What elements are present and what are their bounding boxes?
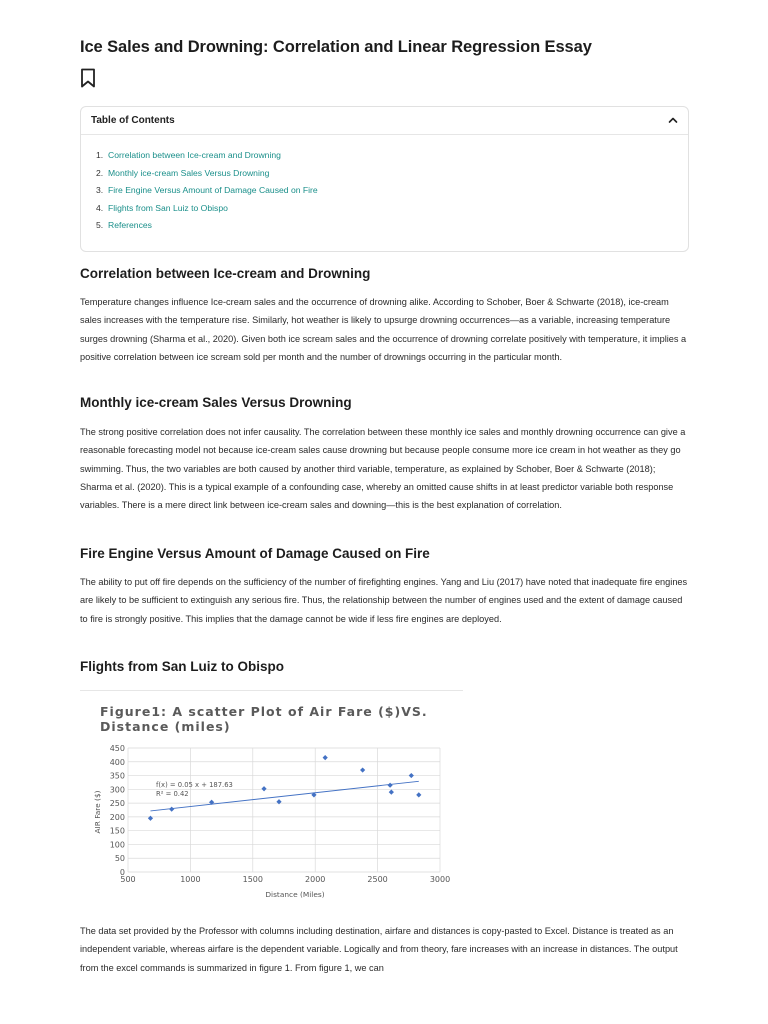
toc-item: 5. References [96, 220, 152, 230]
section-heading-fire-engine: Fire Engine Versus Amount of Damage Caused on Fire [80, 546, 430, 561]
data-point [261, 786, 266, 791]
y-tick-label: 250 [109, 799, 125, 809]
section-text-monthly-sales: The strong positive correlation does not infer causality. The correlation between these monthly ice sales and monthly drowning occurrence can give a reasonable forecasting model not because ice-cream sales cause drowning but because people consume more ice cream in hot weather as they go swimming. Thus, the two variables are both caused by another third variable, temperature, as explained by Schober, Boer & Schwarte (2018); Sharma et al. (2020). This is a typical example of a confounding case, whereby an omitted cause shifts in at least predictor variable both response variables. There is a mere direct link between ice-cream sales and downing—this is the best explanation of correlation. [80, 427, 686, 511]
toc-list [96, 149, 318, 237]
chart-ticks [110, 744, 450, 884]
chevron-up-icon[interactable] [668, 116, 678, 124]
x-tick-label: 500 [120, 875, 136, 884]
section-text-correlation: Temperature changes influence Ice-cream sales and the occurrence of drowning alike. According to Schober, Boer & Schwarte (2018), ice-cream sales increases with the temperature rise. Similarly, hot weather is likely to upsurge drowning occurrences—as a variable, increasing temperature surges drowning (Sharma et al., 2020). Given both ice scream sales and the occurrence of drowning correlate positively with temperature, it implies a positive correlation between ice scream sold per month and the number of drownings occurring in the particular month. [80, 297, 687, 362]
y-tick-label: 100 [109, 840, 125, 850]
y-axis-label: AIR Fare ($) [93, 790, 102, 834]
table-of-contents [80, 106, 689, 252]
chart-title-line2: Distance (miles) [100, 719, 231, 734]
section-heading-monthly-sales: Monthly ice-cream Sales Versus Drowning [80, 395, 352, 410]
y-tick-label: 200 [109, 812, 125, 822]
toc-item: 4. Flights from San Luiz to Obispo [96, 202, 228, 213]
section-text-flights: The data set provided by the Professor with columns including destination, airfare and distances is copy-pasted to Excel. Distance is treated as an independent variable, whereas airfare is the dependent variable. Logically and from theory, fare increases with an increase in distances. The output from the excel commands is summarized in figure 1. From figure 1, we can [80, 926, 678, 973]
data-point [387, 783, 392, 788]
toc-link-flights[interactable]: Flights from San Luiz to Obispo [108, 202, 228, 213]
toc-link-references[interactable]: References [108, 220, 152, 230]
bookmark-icon[interactable] [80, 68, 96, 88]
y-tick-label: 400 [109, 757, 125, 767]
toc-header[interactable] [81, 107, 688, 135]
x-tick-label: 1000 [180, 875, 201, 884]
section-heading-correlation: Correlation between Ice-cream and Drowning [80, 266, 371, 281]
y-tick-label: 300 [109, 785, 125, 795]
data-point [323, 755, 328, 760]
data-point [169, 807, 174, 812]
scatter-figure [80, 690, 463, 906]
x-tick-label: 2500 [367, 875, 388, 884]
x-tick-label: 2000 [305, 875, 326, 884]
chart-grid [128, 748, 440, 872]
data-point [416, 792, 421, 797]
page-title: Ice Sales and Drowning: Correlation and Linear Regression Essay [80, 38, 592, 56]
data-point [389, 789, 394, 794]
toc-item: 2. Monthly ice-cream Sales Versus Drowning [96, 167, 270, 178]
toc-item: 1. Correlation between Ice-cream and Drowning [96, 150, 281, 160]
data-point [276, 799, 281, 804]
section-heading-flights: Flights from San Luiz to Obispo [80, 659, 284, 674]
y-tick-label: 50 [114, 854, 125, 864]
x-tick-label: 3000 [429, 875, 451, 884]
scatter-chart [80, 691, 463, 907]
y-tick-label: 150 [109, 826, 125, 836]
chart-title-line1: Figure1: A scatter Plot of Air Fare ($)VS. [100, 704, 428, 719]
data-point [360, 767, 365, 772]
section-text-fire-engine: The ability to put off fire depends on the sufficiency of the number of firefighting engines. Yang and Liu (2017) have noted that inadequate fire engines are likely to be sufficient to extinguish any serious fire. Thus, the relationship between the number of engines used and the extent of damage caused to fire is strongly positive. This implies that the damage cannot be wide if less fire engines are deployed. [80, 577, 688, 624]
y-tick-label: 450 [109, 744, 125, 753]
trend-equation: f(x) = 0.05 x + 187.63 [156, 781, 233, 789]
data-point [409, 773, 414, 778]
x-tick-label: 1500 [242, 875, 263, 884]
x-axis-label: Distance (Miles) [265, 890, 325, 899]
data-point [148, 816, 153, 821]
toc-link-correlation[interactable]: Correlation between Ice-cream and Drowning [108, 150, 281, 160]
y-tick-label: 0 [119, 868, 125, 877]
toc-item: 3. Fire Engine Versus Amount of Damage Caused on Fire [96, 185, 318, 195]
r-squared: R² = 0.42 [156, 790, 189, 798]
toc-link-monthly-sales[interactable]: Monthly ice-cream Sales Versus Drowning [108, 167, 270, 178]
toc-heading: Table of Contents [91, 115, 175, 126]
y-tick-label: 350 [109, 771, 125, 781]
toc-link-fire-engine[interactable]: Fire Engine Versus Amount of Damage Caused on Fire [108, 185, 318, 195]
